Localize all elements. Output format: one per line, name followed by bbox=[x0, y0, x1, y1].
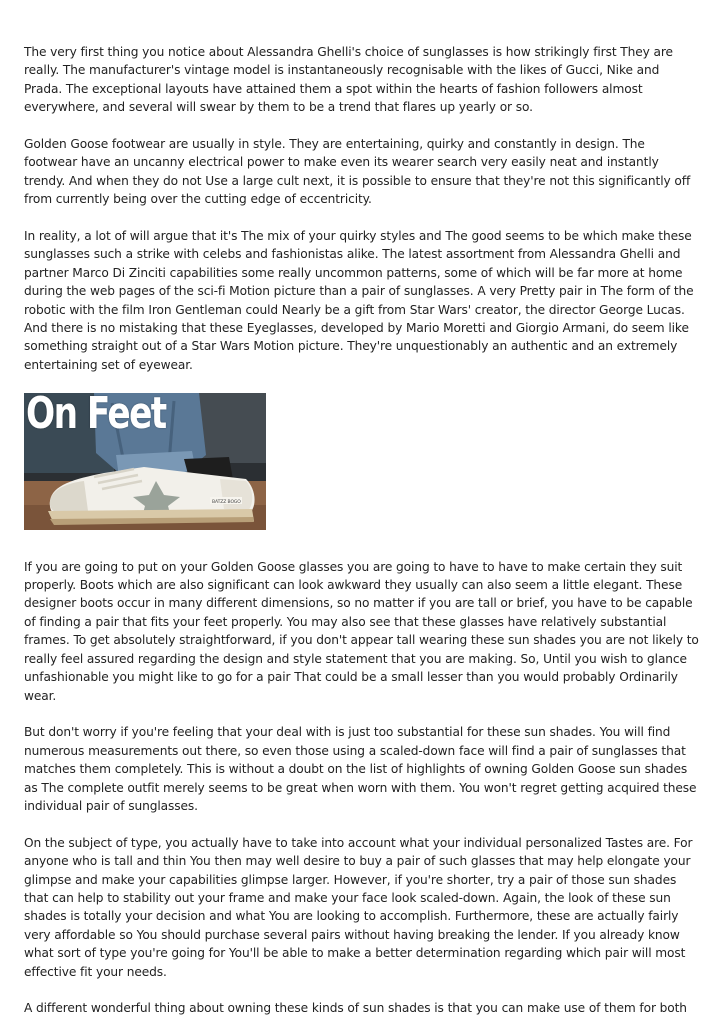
paragraph: In reality, a lot of will argue that it's The mix of your quirky styles and The good seems to be which make these sunglasses such a strike with celebs and fashionistas alike. The latest assortment from Alessandra Ghelli and partner Marco Di Zinciti capabilities some really uncommon patterns, some of which will be far more at home during the web pages of the sci-fi Motion picture than a pair of sunglasses. A very Pretty pair in The form of the robotic with the film Iron Gentleman could Nearly be a gift from Star Wars' creator, the director George Lucas. And there is no mistaking that these Eyeglasses, developed by Mario Moretti and Giorgio Armani, do seem like something straight out of a Star Wars Motion picture. They're unquestionably an authentic and an extremely entertaining set of eyewear. bbox=[24, 229, 694, 372]
article-body bbox=[24, 43, 700, 1036]
paragraph: A different wonderful thing about owning these kinds of sun shades is that you can make use of them for both bbox=[24, 1001, 687, 1016]
paragraph: Golden Goose footwear are usually in style. They are entertaining, quirky and constantly in design. The footwear have an uncanny electrical power to make even its wearer search very easily neat and instantly trendy. And when they do not Use a large cult next, it is possible to ensure that they're not this significantly off from currently being over the cutting edge of eccentricity. bbox=[24, 137, 691, 207]
shoe-brand-label: BATZZ BOGO bbox=[212, 499, 241, 505]
overlay-title: On Feet bbox=[26, 392, 166, 439]
paragraph: But don't worry if you're feeling that your deal with is just too substantial for these sun shades. You will find numerous measurements out there, so even those using a scaled-down face will find a pair of sunglasses that matches them completely. This is without a doubt on the list of highlights of owning Golden Goose sun shades as The complete outfit merely seems to be great when worn with them. You won't regret getting acquired these individual pair of sunglasses. bbox=[24, 725, 697, 813]
paragraph: If you are going to put on your Golden Goose glasses you are going to have to have to make certain they suit properly. Boots which are also significant can look awkward they usually can also seem a little elegant. These designer boots occur in many different dimensions, so no matter if you are tall or brief, you have to be capable of finding a pair that fits your feet properly. You may also see that these glasses have relatively substantial frames. To get absolutely straightforward, if you don't appear tall wearing these sun shades you are not likely to really feel assured regarding the design and style statement that you are making. So, Until you wish to glance unfashionable you might like to go for a pair That could be a small lesser than you would probably Ordinarily wear. bbox=[24, 559, 699, 703]
on-feet-sneaker-photo bbox=[24, 393, 266, 530]
paragraph: On the subject of type, you actually have to take into account what your individual personalized Tastes are. For anyone who is tall and thin You then may well desire to buy a pair of such glasses that may help elongate your glimpse and make your capabilities glimpse larger. However, if you're shorter, try a pair of those sun shades that can help to stability out your frame and make your face look scaled-down. Again, the look of these sun shades is totally your decision and what You are looking to accomplish. Furthermore, these are actually fairly very affordable so You should purchase several pairs without having breaking the lender. If you already know what sort of type you're going for You'll be able to make a better determination regarding which pair will most effective fit your needs. bbox=[24, 835, 693, 979]
paragraph: The very first thing you notice about Alessandra Ghelli's choice of sunglasses is how strikingly first They are really. The manufacturer's vintage model is instantaneously recognisable with the likes of Gucci, Nike and Prada. The exceptional layouts have attained them a spot within the hearts of fashion followers almost everywhere, and several will swear by them to be a trend that flares up yearly or so. bbox=[24, 45, 673, 115]
